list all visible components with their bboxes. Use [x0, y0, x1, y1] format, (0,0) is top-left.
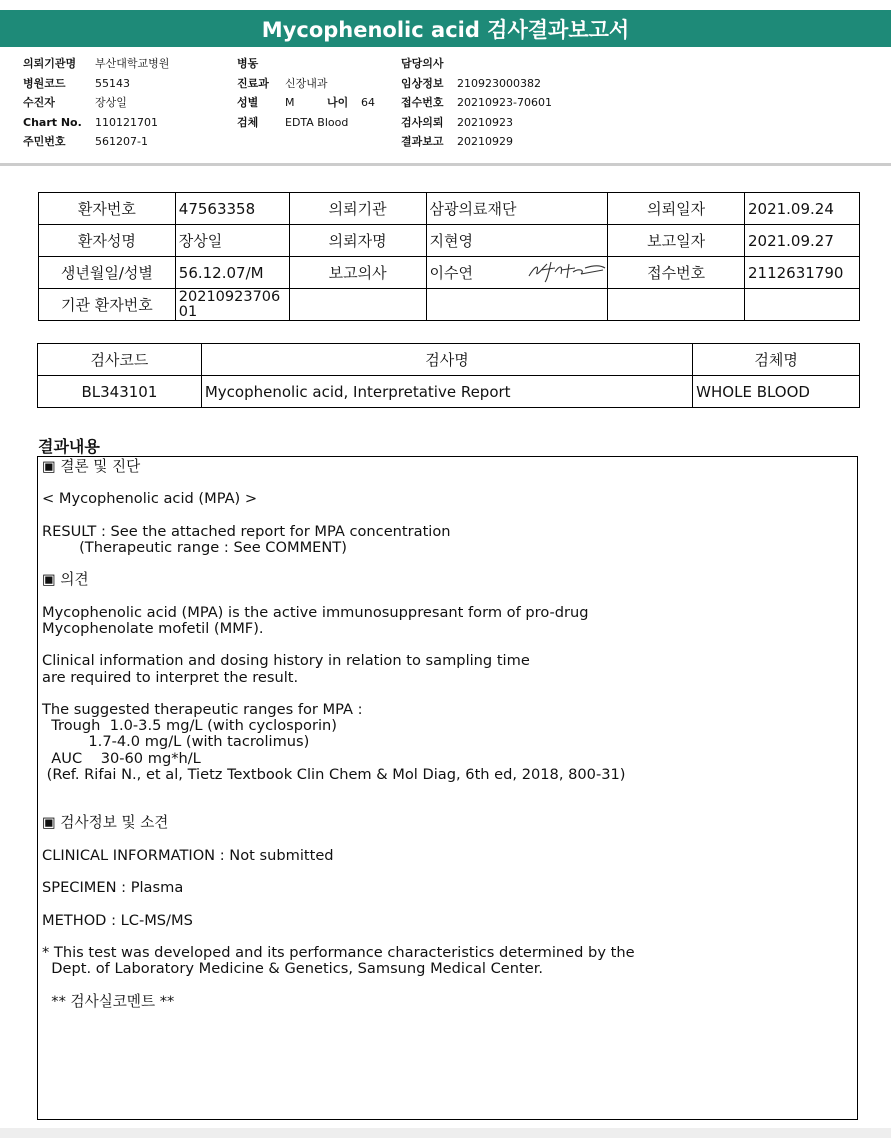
requester-value: 지현영 [426, 225, 608, 257]
result-section-title: 결과내용 [38, 437, 100, 456]
inst-patient-label: 기관 환자번호 [39, 289, 176, 321]
department-value: 신장내과 [285, 76, 328, 90]
hospital-value: 부산대학교병원 [95, 57, 170, 70]
receipt-value: 2112631790 [744, 257, 859, 289]
table-row [39, 193, 860, 225]
report-date-value: 2021.09.27 [744, 225, 859, 257]
table-row [39, 257, 860, 289]
request-date-value: 20210923 [457, 115, 513, 129]
doctor-label: 보고의사 [289, 257, 426, 289]
examinee-label: 수진자 [23, 96, 55, 109]
chart-no-label: Chart No. [23, 115, 82, 129]
table-row [39, 225, 860, 257]
age-label: 나이 [327, 96, 349, 109]
specimen-label: 검체 [237, 115, 259, 129]
header-separator [0, 163, 891, 166]
examinee-value: 장상일 [95, 96, 127, 109]
birth-label: 생년월일/성별 [39, 257, 176, 289]
req-inst-label: 의뢰기관 [289, 193, 426, 225]
inst-patient-value: 20210923706 01 [175, 289, 289, 321]
resident-no-value: 561207-1 [95, 135, 148, 148]
specimen-value: EDTA Blood [285, 115, 349, 129]
table-row [38, 376, 860, 408]
report-date-label: 보고일자 [608, 225, 745, 257]
hospital-code-label: 병원코드 [23, 76, 66, 90]
result-content-box [37, 456, 858, 1120]
test-name-value: Mycophenolic acid, Interpretative Report [201, 376, 692, 408]
name-label: 환자성명 [39, 225, 176, 257]
clinical-info-value: 210923000382 [457, 76, 541, 90]
doctor-signature [525, 258, 607, 284]
header-col-1 [23, 54, 169, 152]
age-value: 64 [361, 96, 375, 109]
receipt-no-value: 20210923-70601 [457, 96, 552, 109]
sex-value: M [285, 96, 295, 109]
birth-value: 56.12.07/M [175, 257, 289, 289]
table-row [39, 289, 860, 321]
department-label: 진료과 [237, 76, 269, 90]
receipt-no-label: 접수번호 [401, 96, 444, 109]
patient-info-table [38, 192, 860, 321]
hospital-code-value: 55143 [95, 76, 130, 90]
hospital-label: 의뢰기관명 [23, 57, 77, 70]
sex-label: 성별 [237, 96, 259, 109]
specimen-name-header: 검체명 [693, 344, 860, 376]
report-date-value: 20210929 [457, 135, 513, 148]
test-code-header: 검사코드 [38, 344, 202, 376]
req-date-label: 의뢰일자 [608, 193, 745, 225]
table-row [38, 344, 860, 376]
test-name-header: 검사명 [201, 344, 692, 376]
req-inst-value: 삼광의료재단 [426, 193, 608, 225]
doctor-value: 이수연 [426, 257, 608, 289]
empty-cell [744, 289, 859, 321]
header-col-2 [237, 54, 375, 132]
requester-label: 의뢰자명 [289, 225, 426, 257]
name-value: 장상일 [175, 225, 289, 257]
specimen-name-value: WHOLE BLOOD [693, 376, 860, 408]
clinical-info-label: 임상정보 [401, 76, 444, 90]
empty-cell [289, 289, 426, 321]
req-date-value: 2021.09.24 [744, 193, 859, 225]
attending-label: 담당의사 [401, 57, 444, 70]
request-date-label: 검사의뢰 [401, 115, 444, 129]
header-col-3 [401, 54, 552, 152]
report-title: Mycophenolic acid 검사결과보고서 [0, 10, 891, 47]
ward-label: 병동 [237, 57, 259, 70]
empty-cell [426, 289, 608, 321]
test-code-value: BL343101 [38, 376, 202, 408]
empty-cell [608, 289, 745, 321]
resident-no-label: 주민번호 [23, 135, 66, 148]
patient-no-label: 환자번호 [39, 193, 176, 225]
test-info-table [37, 343, 860, 408]
result-content-text: ▣ 결론 및 진단 < Mycophenolic acid (MPA) > RESULT : See the attached report for MPA concentration (Therapeutic range : See COMMENT) ▣ 의견 Mycophenolic acid (MPA) is the active immunosuppresant form of pro-drug Mycophenolate mofetil (MMF). Clinical information and dosing history in relation to sampling time are required to interpret the result. The suggested therapeutic ranges for MPA : Trough 1.0-3.5 mg/L (with cyclosporin) 1.7-4.0 mg/L (with tacrolimus) AUC 30-60 mg*h/L (Ref. Rifai N., et al, Tietz Textbook Clin Chem & Mol Diag, 6th ed, 2018, 800-31) ▣ 검사정보 및 소견 CLINICAL INFORMATION : Not submitted SPECIMEN : Plasma METHOD : LC-MS/MS * This test was developed and its performance characteristics determined by the Dept. of Laboratory Medicine & Genetics, Samsung Medical Center. ** 검사실코멘트 ** [42, 458, 635, 1010]
chart-no-value: 110121701 [95, 115, 158, 129]
patient-no-value: 47563358 [175, 193, 289, 225]
receipt-label: 접수번호 [608, 257, 745, 289]
bottom-bar [0, 1128, 891, 1138]
report-date-label: 결과보고 [401, 135, 444, 148]
